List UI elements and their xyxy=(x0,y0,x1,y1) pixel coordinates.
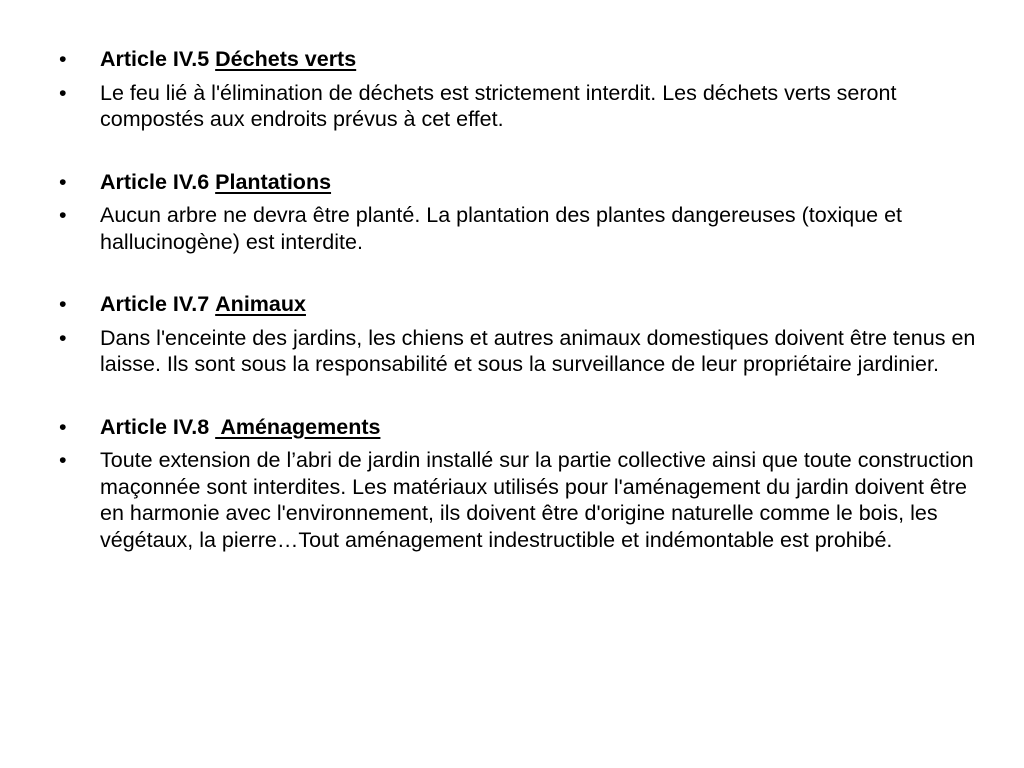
article-title: Aménagements xyxy=(215,414,381,439)
article-title: Déchets verts xyxy=(215,47,357,71)
article-text-iv5: • Le feu lié à l'élimination de déchets est strictement interdit. Les déchets verts seront compostés aux endroits prévus à cet effet. xyxy=(59,80,979,133)
article-heading-iv6 xyxy=(59,169,979,196)
article-heading-iv7 xyxy=(59,291,979,318)
article-title: Plantations xyxy=(215,169,332,194)
article-number: Article IV.7 xyxy=(100,292,210,316)
article-title: Animaux xyxy=(215,292,306,316)
spacer xyxy=(59,262,979,291)
article-heading-iv8 xyxy=(59,414,979,441)
article-text-iv8: • Toute extension de l’abri de jardin installé sur la partie collective ainsi que toute construction maçonnée sont interdites. Les matériaux utilisés pour l'aménagement du jardin doivent être en harmonie avec l'environnement, ils doivent être d'origine naturelle comme le bois, les végétaux, la pierre…Tout aménagement indestructible et indémontable est prohibé. xyxy=(59,447,979,553)
article-number: Article IV.6 xyxy=(100,169,210,194)
article-heading-iv5 xyxy=(59,46,979,73)
article-text-iv6: • Aucun arbre ne devra être planté. La plantation des plantes dangereuses (toxique et hallucinogène) est interdite. xyxy=(59,202,979,255)
spacer xyxy=(59,385,979,414)
article-text-iv7: • Dans l'enceinte des jardins, les chiens et autres animaux domestiques doivent être tenus en laisse. Ils sont sous la responsabilité et sous la surveillance de leur propriétaire jardinier. xyxy=(59,325,979,378)
article-number: Article IV.5 xyxy=(100,47,210,71)
article-number: Article IV.8 xyxy=(100,414,210,439)
spacer xyxy=(59,140,979,169)
slide-content xyxy=(59,46,979,560)
